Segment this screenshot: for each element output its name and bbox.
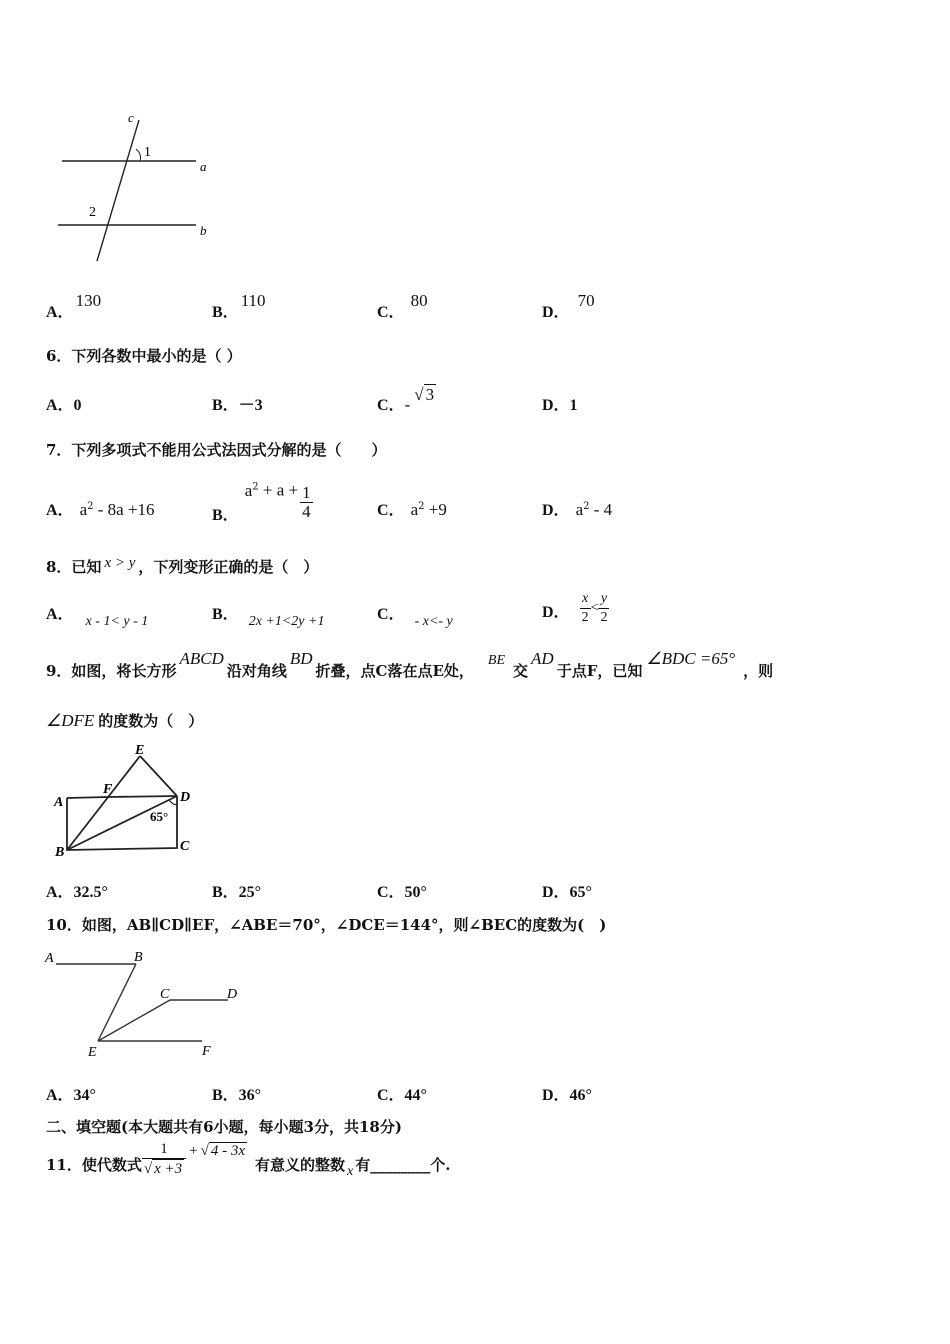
q5-option-c[interactable] xyxy=(377,288,428,321)
q11-plus: + xyxy=(189,1143,198,1159)
q5-option-a-value: 130 xyxy=(75,291,102,310)
q11-text-1: 11．使代数式 xyxy=(46,1156,142,1174)
q7-option-d-base: a xyxy=(575,500,584,519)
q6-option-a[interactable] xyxy=(46,392,82,415)
segment-ed xyxy=(140,756,177,796)
q10-option-d[interactable] xyxy=(542,1082,592,1105)
q6-option-c[interactable] xyxy=(377,382,436,414)
label-f: F xyxy=(103,782,113,797)
q8-option-b-expr: 2x +1<2y +1 xyxy=(248,614,325,629)
q8-option-c-label: C． xyxy=(377,606,405,623)
q9-text-2: 沿对角线 xyxy=(226,662,287,680)
q7-option-b-frac-den: 4 xyxy=(302,502,311,521)
q8-option-d-den2: 2 xyxy=(600,610,608,625)
q11-fraction xyxy=(142,1140,186,1178)
q6-option-d[interactable] xyxy=(542,392,578,415)
figure-parallel-lines-q10 xyxy=(42,946,252,1064)
q5-option-d[interactable] xyxy=(542,288,595,321)
q9-option-d-label: D．65° xyxy=(542,884,592,901)
q9-math-abcd: ABCD xyxy=(179,649,224,668)
q9-option-c-label: C．50° xyxy=(377,884,427,901)
angle-1-arc xyxy=(136,149,141,161)
q9-option-d[interactable] xyxy=(542,879,592,902)
q10-option-a-label: A．34° xyxy=(46,1087,96,1104)
q8-option-d-frac-left xyxy=(580,590,591,627)
label-c: C xyxy=(180,839,190,854)
q10-option-a[interactable] xyxy=(46,1082,96,1105)
q7-option-b-rest: + a + xyxy=(258,480,299,500)
q7-option-d-exp: 2 xyxy=(583,501,590,512)
q8-option-d-op: < xyxy=(590,600,599,616)
q9-option-b-label: B．25° xyxy=(212,884,262,901)
q11-text-3: 有________个. xyxy=(355,1156,451,1174)
q11-sqrt-sign-2: √ xyxy=(200,1143,209,1159)
q7-option-a[interactable] xyxy=(46,497,155,520)
line-c xyxy=(97,120,139,261)
q10-option-c[interactable] xyxy=(377,1082,427,1105)
q8-condition: x > y xyxy=(104,555,136,571)
q10-option-c-label: C．44° xyxy=(377,1087,427,1104)
q9-option-a[interactable] xyxy=(46,879,108,902)
q11-var-x: x xyxy=(347,1164,354,1179)
q9-math-be: BE xyxy=(487,653,506,668)
q7-option-b[interactable] xyxy=(212,473,313,524)
q8-option-a[interactable] xyxy=(46,601,149,629)
q9-text-1: 9．如图，将长方形 xyxy=(46,662,177,680)
figure-parallel-lines-q5 xyxy=(50,108,220,268)
q8-stem-pre: 8．已知 xyxy=(46,558,102,576)
q5-option-d-value: 70 xyxy=(577,291,595,310)
label-angle-1: 1 xyxy=(144,145,151,160)
q7-option-b-exp: 2 xyxy=(252,481,259,493)
q6-option-a-label: A．0 xyxy=(46,397,82,414)
label-a: a xyxy=(200,159,207,174)
q9-math-angle-bdc: ∠BDC =65° xyxy=(646,649,736,668)
q6-option-c-label: C． xyxy=(377,397,405,414)
section-2-title: 二、填空题(本大题共有6小题，每小题3分，共18分) xyxy=(46,1118,402,1136)
q8-option-d-den1: 2 xyxy=(581,610,589,625)
label-b: B xyxy=(134,950,143,965)
q5-option-c-value: 80 xyxy=(410,291,428,310)
q7-stem: 7．下列多项式不能用公式法因式分解的是（ ） xyxy=(46,441,387,459)
q6-option-b[interactable] xyxy=(212,392,263,415)
q8-option-d-num2: y xyxy=(598,590,609,609)
q7-option-c-exp: 2 xyxy=(418,501,425,512)
q9-text-5: 于点F，已知 xyxy=(556,662,643,680)
q7-option-d-rest: - 4 xyxy=(589,500,613,519)
q5-option-a[interactable] xyxy=(46,288,102,321)
label-d: D xyxy=(180,790,191,805)
q7-option-a-base: a xyxy=(79,500,88,519)
q10-option-b[interactable] xyxy=(212,1082,261,1105)
q11-frac-den-radicand: x +3 xyxy=(154,1161,183,1177)
q9-text-6: ，则 xyxy=(743,662,774,680)
label-a: A xyxy=(54,795,64,810)
q8-option-d-num1: x xyxy=(580,590,591,609)
figure-rectangle-fold-q9 xyxy=(50,742,200,862)
q8-stem xyxy=(46,551,319,576)
q10-stem: 10．如图，AB∥CD∥EF，∠ABE＝70°，∠DCE＝144°，则∠BEC的度数为( ) xyxy=(46,916,607,934)
q7-option-d[interactable] xyxy=(542,497,612,520)
q10-option-d-label: D．46° xyxy=(542,1087,592,1104)
q8-option-b-label: B． xyxy=(212,606,239,623)
q10-option-b-label: B．36° xyxy=(212,1087,262,1104)
segment-be xyxy=(67,756,140,850)
label-65-degrees: 65° xyxy=(150,809,169,824)
q9-option-b[interactable] xyxy=(212,879,261,902)
q9-text-7: 的度数为（ ） xyxy=(98,712,204,730)
q7-option-c-base: a xyxy=(410,500,419,519)
q7-option-b-fraction xyxy=(300,484,313,521)
label-b: b xyxy=(200,223,207,238)
q7-option-c[interactable] xyxy=(377,497,447,520)
q8-option-a-expr: x - 1< y - 1 xyxy=(85,614,149,629)
q11-sqrt-sign-1: √ xyxy=(143,1161,153,1177)
label-e: E xyxy=(135,743,145,758)
q7-option-c-label: C． xyxy=(377,502,405,519)
q11-stem xyxy=(46,1140,450,1178)
segment-fd xyxy=(108,796,177,797)
q11-radicand-2: 4 - 3x xyxy=(210,1143,245,1159)
q6-option-b-label: B．－3 xyxy=(212,397,263,414)
q6-option-c-minus: - xyxy=(404,395,411,414)
q5-option-c-label: C． xyxy=(377,304,405,321)
q9-math-bd: BD xyxy=(289,649,313,668)
q8-option-d-label: D． xyxy=(542,603,570,621)
q5-option-a-label: A． xyxy=(46,304,74,321)
q5-option-b-value: 110 xyxy=(240,291,266,310)
q8-option-d[interactable] xyxy=(542,590,609,627)
q9-option-a-label: A．32.5° xyxy=(46,884,108,901)
q6-option-d-label: D．1 xyxy=(542,397,578,414)
q11-text-2: 有意义的整数 xyxy=(255,1156,346,1174)
label-c: C xyxy=(160,987,170,1002)
angle-bdc-arc xyxy=(169,800,177,805)
q8-option-c-expr: - x<- y xyxy=(414,614,453,629)
q9-stem-line2 xyxy=(46,710,203,731)
segment-af xyxy=(67,797,108,798)
q6-stem: 6．下列各数中最小的是（ ） xyxy=(46,347,242,365)
label-d: D xyxy=(227,987,238,1002)
q8-option-d-frac-right xyxy=(598,590,609,627)
q7-option-a-exp: 2 xyxy=(87,501,94,512)
q6-option-c-radicand: 3 xyxy=(425,385,435,404)
q11-frac-den xyxy=(142,1159,186,1178)
label-f: F xyxy=(202,1044,211,1059)
q9-math-angle-dfe: ∠DFE xyxy=(46,711,95,730)
q9-option-c[interactable] xyxy=(377,879,427,902)
q7-option-b-base: a xyxy=(244,480,253,500)
q5-option-d-label: D． xyxy=(542,304,570,321)
label-e: E xyxy=(88,1045,97,1060)
q9-text-3: 折叠，点C落在点E处， xyxy=(315,662,474,680)
q9-math-ad: AD xyxy=(531,649,554,668)
q11-frac-num: 1 xyxy=(142,1140,186,1159)
q8-option-c[interactable] xyxy=(377,601,453,629)
q7-option-a-rest: - 8a +16 xyxy=(93,500,155,519)
q7-option-a-label: A． xyxy=(46,502,74,519)
q7-option-b-label: B． xyxy=(212,506,239,524)
q5-option-b-label: B． xyxy=(212,304,239,321)
q7-option-d-label: D． xyxy=(542,502,570,519)
q8-option-b[interactable] xyxy=(212,601,325,629)
q7-option-b-frac-num: 1 xyxy=(302,483,311,502)
q8-option-a-label: A． xyxy=(46,606,74,623)
label-angle-2: 2 xyxy=(89,205,96,220)
q9-stem xyxy=(46,648,774,680)
label-c: c xyxy=(128,110,134,125)
label-b: B xyxy=(55,845,65,860)
q9-text-4: 交 xyxy=(513,662,529,680)
q8-stem-post: ，下列变形正确的是（ ） xyxy=(138,558,319,576)
q7-option-c-rest: +9 xyxy=(424,500,447,519)
q6-option-c-sqrt-sign: √ xyxy=(414,385,424,404)
label-a: A xyxy=(45,951,54,966)
q5-option-b[interactable] xyxy=(212,288,266,321)
